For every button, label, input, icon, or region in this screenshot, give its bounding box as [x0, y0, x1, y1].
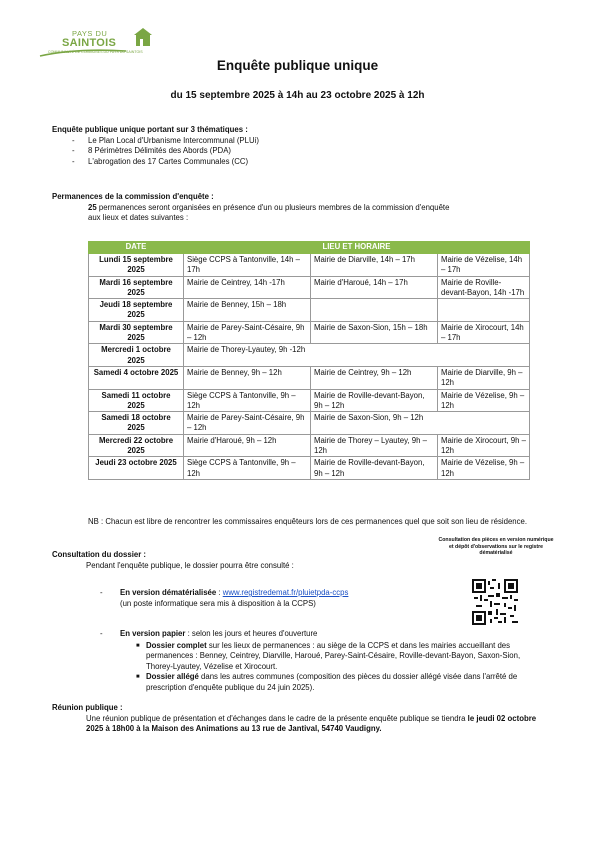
row-cell: Mairie de Thorey – Lyautey, 9h – 12h	[311, 434, 438, 457]
page-title: Enquête publique unique	[216, 58, 379, 73]
demat-note: (un poste informatique sera mis à disposition à la CCPS)	[120, 598, 316, 608]
row-cell: Mairie de Diarville, 14h – 17h	[311, 254, 438, 277]
paper-block	[100, 629, 540, 694]
permanences-table	[88, 241, 530, 480]
row-cell: Siège CCPS à Tantonville, 14h – 17h	[184, 254, 311, 277]
row-date: Mercredi 1 octobre 2025	[89, 344, 184, 367]
dash-marker: -	[100, 588, 103, 597]
logo	[36, 26, 166, 62]
row-date: Samedi 4 octobre 2025	[89, 366, 184, 389]
meeting-text-plain: Une réunion publique de présentation et d'échanges dans le cadre de la présente enquête publique se tiendra	[86, 713, 468, 723]
meeting-section	[52, 703, 542, 735]
meeting-heading: Réunion publique :	[52, 703, 123, 712]
row-cell: Mairie de Ceintrey, 14h -17h	[184, 276, 311, 299]
consultation-intro: Pendant l'enquête publique, le dossier pourra être consulté :	[86, 560, 294, 570]
row-cell: Mairie de Benney, 9h – 12h	[184, 366, 311, 389]
themes-heading: Enquête publique unique portant sur 3 thématiques :	[52, 125, 248, 134]
table-row	[89, 434, 530, 457]
row-cell: Mairie de Vézelise, 9h – 12h	[438, 457, 530, 480]
list-item	[136, 641, 540, 673]
table-row	[89, 344, 530, 367]
row-date: Jeudi 23 octobre 2025	[89, 457, 184, 480]
survey-dates: du 15 septembre 2025 à 14h au 23 octobre 2025 à 12h	[170, 90, 425, 101]
row-date: Mardi 30 septembre 2025	[89, 321, 184, 344]
consultation-heading: Consultation du dossier :	[52, 550, 146, 559]
list-item: - 8 Périmètres Délimités des Abords (PDA)	[72, 146, 532, 157]
paper-list	[136, 641, 540, 694]
table-row	[89, 254, 530, 277]
qr-code-icon[interactable]	[472, 579, 518, 625]
nb-note: NB : Chacun est libre de rencontrer les commissaires enquêteurs lors de ces permanences quel que soit son lieu de résidence.	[88, 517, 528, 526]
paper-rest: : selon les jours et heures d'ouverture	[185, 629, 318, 638]
meeting-text	[52, 714, 542, 735]
row-cell: Mairie de Xirocourt, 14h – 17h	[438, 321, 530, 344]
row-date: Mercredi 22 octobre 2025	[89, 434, 184, 457]
table-row	[89, 321, 530, 344]
row-cell: Mairie de Ceintrey, 9h – 12h	[311, 366, 438, 389]
consultation-heading-block	[52, 550, 432, 571]
row-cell	[438, 299, 530, 322]
permanences-intro	[52, 203, 542, 224]
row-cell: Mairie de Benney, 15h – 18h	[184, 299, 311, 322]
row-cell: Siège CCPS à Tantonville, 9h – 12h	[184, 457, 311, 480]
list-item	[136, 672, 540, 693]
logo-line1: PAYS DU	[72, 29, 108, 38]
logo-line2: SAINTOIS	[62, 37, 117, 49]
qr-caption: Consultation des pièces en version numérique et dépôt d'observations sur le registre dématérialisé	[438, 537, 554, 557]
row-cell: Mairie de Parey-Saint-Césaire, 9h – 12h	[184, 412, 311, 435]
complete-label: Dossier complet	[146, 640, 207, 650]
table-row	[89, 299, 530, 322]
row-cell: Mairie de Vézelise, 14h – 17h	[438, 254, 530, 277]
row-cell: Siège CCPS à Tantonville, 9h – 12h	[184, 389, 311, 412]
row-cell: Mairie de Xirocourt, 9h – 12h	[438, 434, 530, 457]
row-date: Samedi 18 octobre 2025	[89, 412, 184, 435]
column-header-date: DATE	[89, 242, 184, 254]
table-row	[89, 276, 530, 299]
permanences-heading: Permanences de la commission d'enquête :	[52, 192, 214, 201]
list-item: - Le Plan Local d'Urbanisme Intercommunal (PLUi)	[72, 136, 532, 147]
row-cell: Mairie d'Haroué, 9h – 12h	[184, 434, 311, 457]
row-cell: Mairie de Saxon-Sion, 9h – 12h	[311, 412, 530, 435]
table-row	[89, 366, 530, 389]
row-date: Lundi 15 septembre 2025	[89, 254, 184, 277]
themes-section	[52, 125, 532, 167]
paper-item	[100, 629, 540, 640]
row-cell: Mairie de Vézelise, 9h – 12h	[438, 389, 530, 412]
table-row	[89, 389, 530, 412]
row-date: Samedi 11 octobre 2025	[89, 389, 184, 412]
row-cell: Mairie de Diarville, 9h – 12h	[438, 366, 530, 389]
complete-rest: sur les lieux de permanences : au siège de la CCPS et dans les mairies accueillant des permanences : Benney, Ceintrey, Diarville, Haroué, Parey-Saint-Césaire, Roville-devant-Bayon, Saxon-Sion, Thorey-Lyautey, Vézelise et Xirocourt.	[146, 640, 521, 671]
row-cell	[311, 299, 438, 322]
themes-list	[72, 136, 532, 168]
column-header-place: LIEU ET HORAIRE	[184, 242, 530, 254]
list-item: - L'abrogation des 17 Cartes Communales (CC)	[72, 157, 532, 168]
dash-marker: -	[100, 629, 103, 638]
demat-block	[100, 588, 440, 609]
permanences-intro-text2: aux lieux et dates suivantes :	[88, 213, 189, 223]
demat-label: En version dématérialisée	[120, 588, 217, 597]
permanences-section	[52, 192, 542, 224]
demat-sep: :	[216, 588, 223, 597]
row-cell: Mairie de Roville-devant-Bayon, 9h – 12h	[311, 457, 438, 480]
row-cell: Mairie de Parey-Saint-Césaire, 9h – 12h	[184, 321, 311, 344]
demat-item	[100, 588, 440, 609]
row-date: Mardi 16 septembre 2025	[89, 276, 184, 299]
paper-label: En version papier	[120, 629, 186, 638]
table-row	[89, 457, 530, 480]
meeting-text-bold: le jeudi 02 octobre 2025 à 18h00 à la Maison des Animations au 13 rue de Jantival, 54740 Vaudigny.	[86, 713, 537, 734]
row-cell: Mairie de Roville-devant-Bayon, 14h -17h	[438, 276, 530, 299]
permanences-count: 25	[88, 202, 97, 212]
registre-link[interactable]: www.registredemat.fr/pluietpda-ccps	[222, 588, 349, 597]
row-cell: Mairie de Saxon-Sion, 15h – 18h	[311, 321, 438, 344]
light-label: Dossier allégé	[146, 672, 199, 682]
row-cell: Mairie de Roville-devant-Bayon, 9h – 12h	[311, 389, 438, 412]
row-cell: Mairie de Thorey-Lyautey, 9h -12h	[184, 344, 530, 367]
row-date: Jeudi 18 septembre 2025	[89, 299, 184, 322]
row-cell: Mairie d'Haroué, 14h – 17h	[311, 276, 438, 299]
permanences-intro-text: permanences seront organisées en présence d'un ou plusieurs membres de la commission d'enquête	[96, 202, 450, 212]
logo-line3: COMMUNAUTÉ DE COMMUNES DU PAYS DU SAINTOIS	[48, 50, 143, 54]
light-rest: dans les autres communes (composition des pièces du dossier allégé visée dans l'arrêté de prescription d'enquête publique du 24 juin 2025).	[146, 672, 518, 692]
table-row	[89, 412, 530, 435]
